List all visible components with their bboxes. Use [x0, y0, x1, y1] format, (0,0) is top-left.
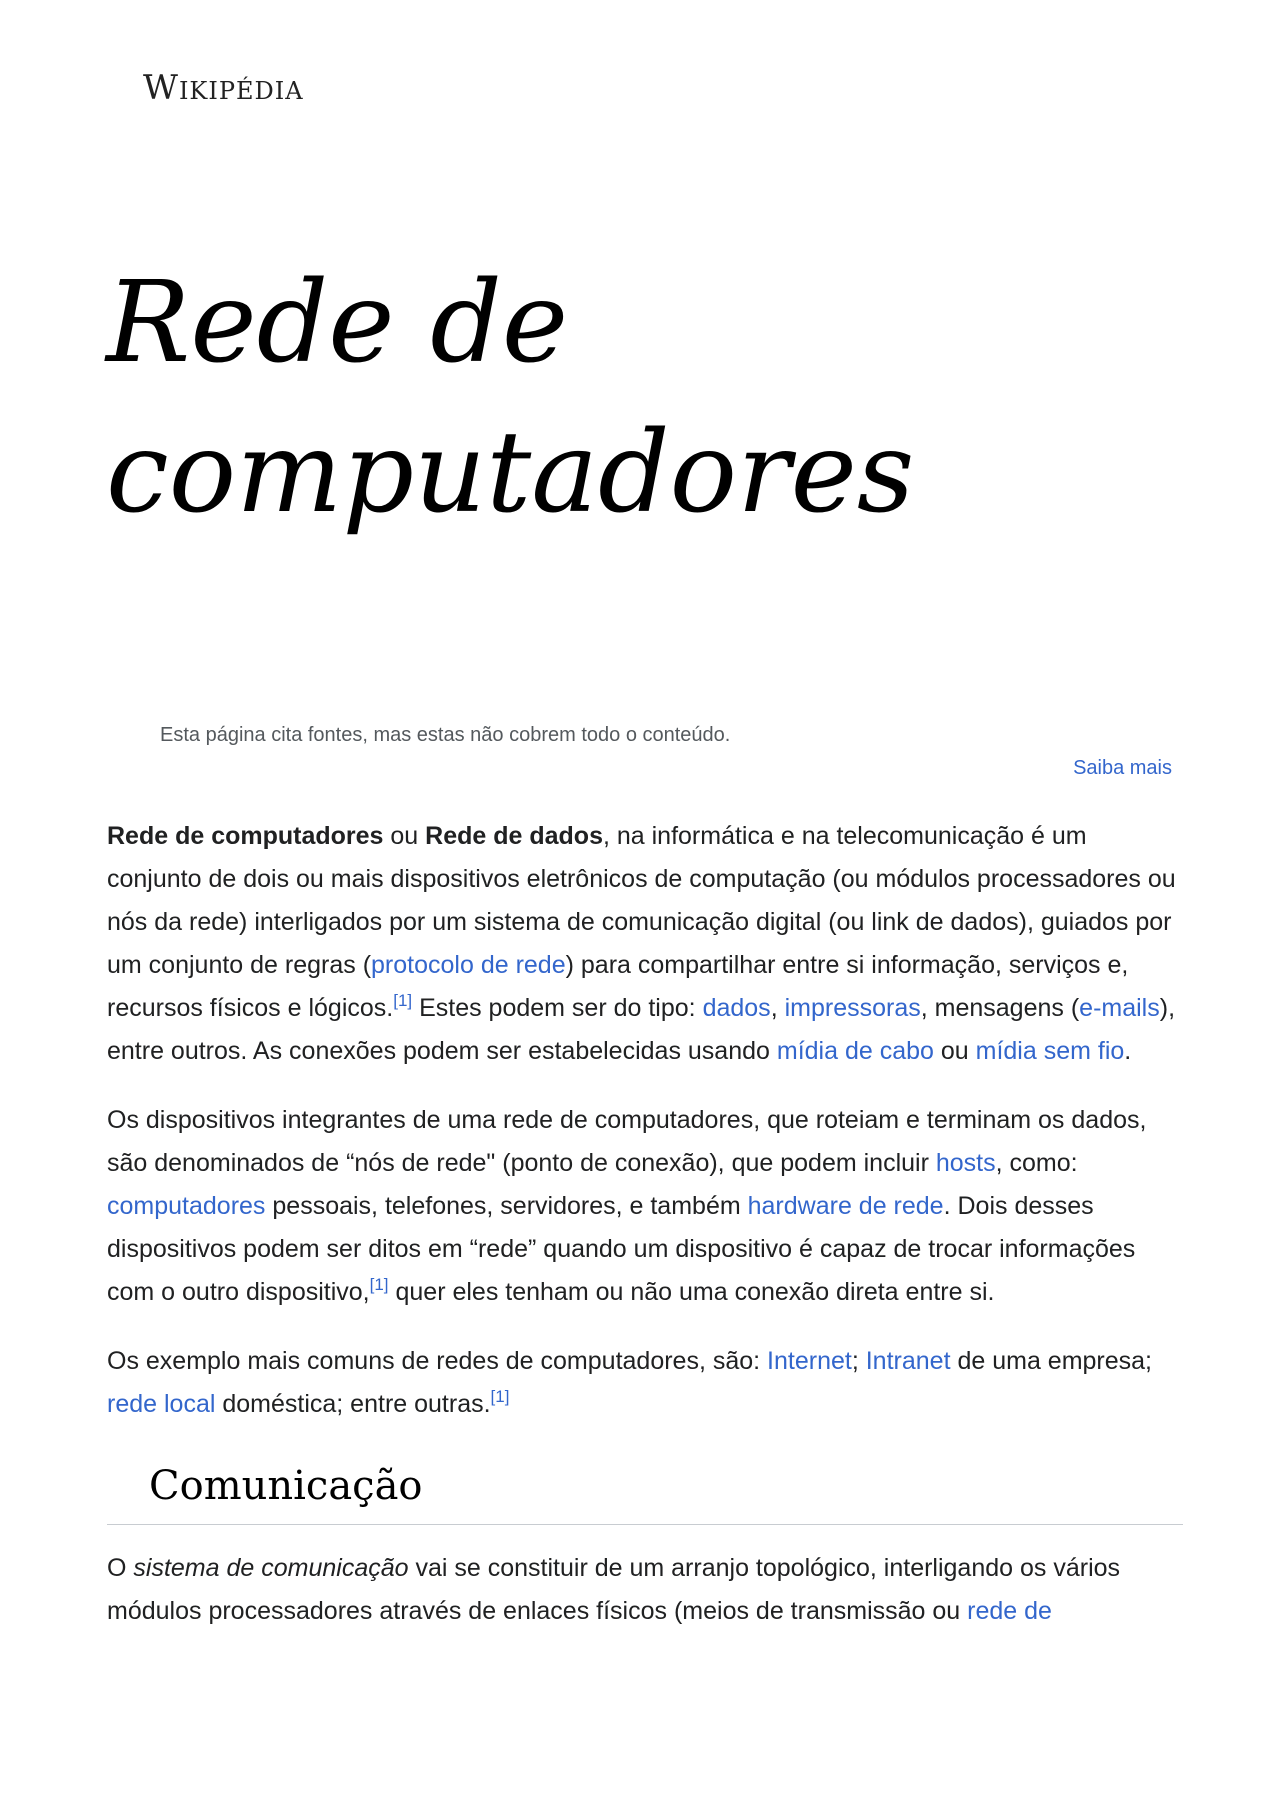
- wikipedia-logo[interactable]: Wikipédia: [143, 68, 304, 108]
- nodes-paragraph: [107, 1099, 1183, 1314]
- link-rede-de[interactable]: rede de: [967, 1597, 1052, 1625]
- link-protocolo-de-rede[interactable]: protocolo de rede: [371, 951, 566, 979]
- link-midia-de-cabo[interactable]: mídia de cabo: [776, 1037, 934, 1065]
- link-e-mails[interactable]: e-mails: [1079, 994, 1160, 1022]
- reference-1[interactable]: [393, 991, 412, 1010]
- examples-paragraph: [107, 1340, 1183, 1426]
- paragraph-text: ) para compartilhar entre si informação, serviços e, recursos físicos e lógicos.: [107, 951, 1129, 1022]
- link-hardware-de-rede[interactable]: hardware de rede: [747, 1192, 944, 1220]
- link-intranet[interactable]: Intranet: [865, 1347, 951, 1375]
- paragraph-text: doméstica; entre outras.: [215, 1390, 491, 1418]
- page-title-line-1: Rede de: [106, 258, 569, 388]
- paragraph-text: . Dois desses dispositivos podem ser ditos em “rede” quando um dispositivo é capaz de trocar informações com o outro dispositivo,: [107, 1192, 1136, 1306]
- bold-term-rede-computadores: Rede de computadores: [107, 822, 384, 850]
- paragraph-text: ou: [383, 822, 426, 850]
- paragraph-text: Os exemplo mais comuns de redes de computadores, são:: [107, 1347, 768, 1375]
- reference-1[interactable]: [370, 1275, 389, 1294]
- italic-term-sistema-comunicacao: sistema de comunicação: [133, 1554, 409, 1582]
- link-internet[interactable]: Internet: [767, 1347, 852, 1375]
- link-computadores[interactable]: computadores: [107, 1192, 266, 1220]
- paragraph-text: quer eles tenham ou não uma conexão direta entre si.: [388, 1278, 995, 1306]
- communication-paragraph: [107, 1547, 1183, 1633]
- page-title-line-2: computadores: [106, 408, 915, 538]
- reference-link[interactable]: [1]: [393, 991, 413, 1010]
- link-hosts[interactable]: hosts: [935, 1149, 996, 1177]
- paragraph-text: de uma empresa;: [950, 1347, 1153, 1375]
- paragraph-text: ou: [933, 1037, 976, 1065]
- paragraph-text: , mensagens (: [920, 994, 1080, 1022]
- link-rede-local[interactable]: rede local: [107, 1390, 216, 1418]
- paragraph-text: , como:: [995, 1149, 1078, 1177]
- paragraph-text: .: [1124, 1037, 1132, 1065]
- link-midia-sem-fio[interactable]: mídia sem fio: [975, 1037, 1125, 1065]
- section-heading-comunicacao: Comunicação: [107, 1462, 1183, 1525]
- paragraph-text: O: [107, 1554, 134, 1582]
- reference-link[interactable]: [1]: [490, 1387, 510, 1406]
- paragraph-text: Estes podem ser do tipo:: [412, 994, 703, 1022]
- paragraph-text: pessoais, telefones, servidores, e também: [265, 1192, 748, 1220]
- paragraph-text: , na informática e na telecomunicação é um conjunto de dois ou mais dispositivos eletrônicos de computação (ou módulos processadores ou nós da rede) interligados por um sistema de comunicação digital (ou link de dados), guiados por um conjunto de regras (: [107, 822, 1176, 979]
- article-content: [107, 815, 1183, 1659]
- reference-link[interactable]: [1]: [369, 1275, 389, 1294]
- paragraph-text: ;: [851, 1347, 866, 1375]
- reference-1[interactable]: [491, 1387, 510, 1406]
- sources-notice: Esta página cita fontes, mas estas não cobrem todo o conteúdo.: [160, 724, 731, 746]
- paragraph-text: Os dispositivos integrantes de uma rede de computadores, que roteiam e terminam os dados, são denominados de “nós de rede" (ponto de conexão), que podem incluir: [107, 1106, 1147, 1177]
- learn-more-link[interactable]: Saiba mais: [1073, 757, 1172, 779]
- link-impressoras[interactable]: impressoras: [784, 994, 921, 1022]
- link-dados[interactable]: dados: [702, 994, 771, 1022]
- paragraph-text: ,: [770, 994, 785, 1022]
- bold-term-rede-dados: Rede de dados: [425, 822, 603, 850]
- intro-paragraph: [107, 815, 1183, 1073]
- paragraph-text: ), entre outros. As conexões podem ser estabelecidas usando: [107, 994, 1176, 1065]
- page-title: [106, 248, 914, 548]
- paragraph-text: vai se constituir de um arranjo topológico, interligando os vários módulos processadores através de enlaces físicos (meios de transmissão ou: [107, 1554, 1121, 1625]
